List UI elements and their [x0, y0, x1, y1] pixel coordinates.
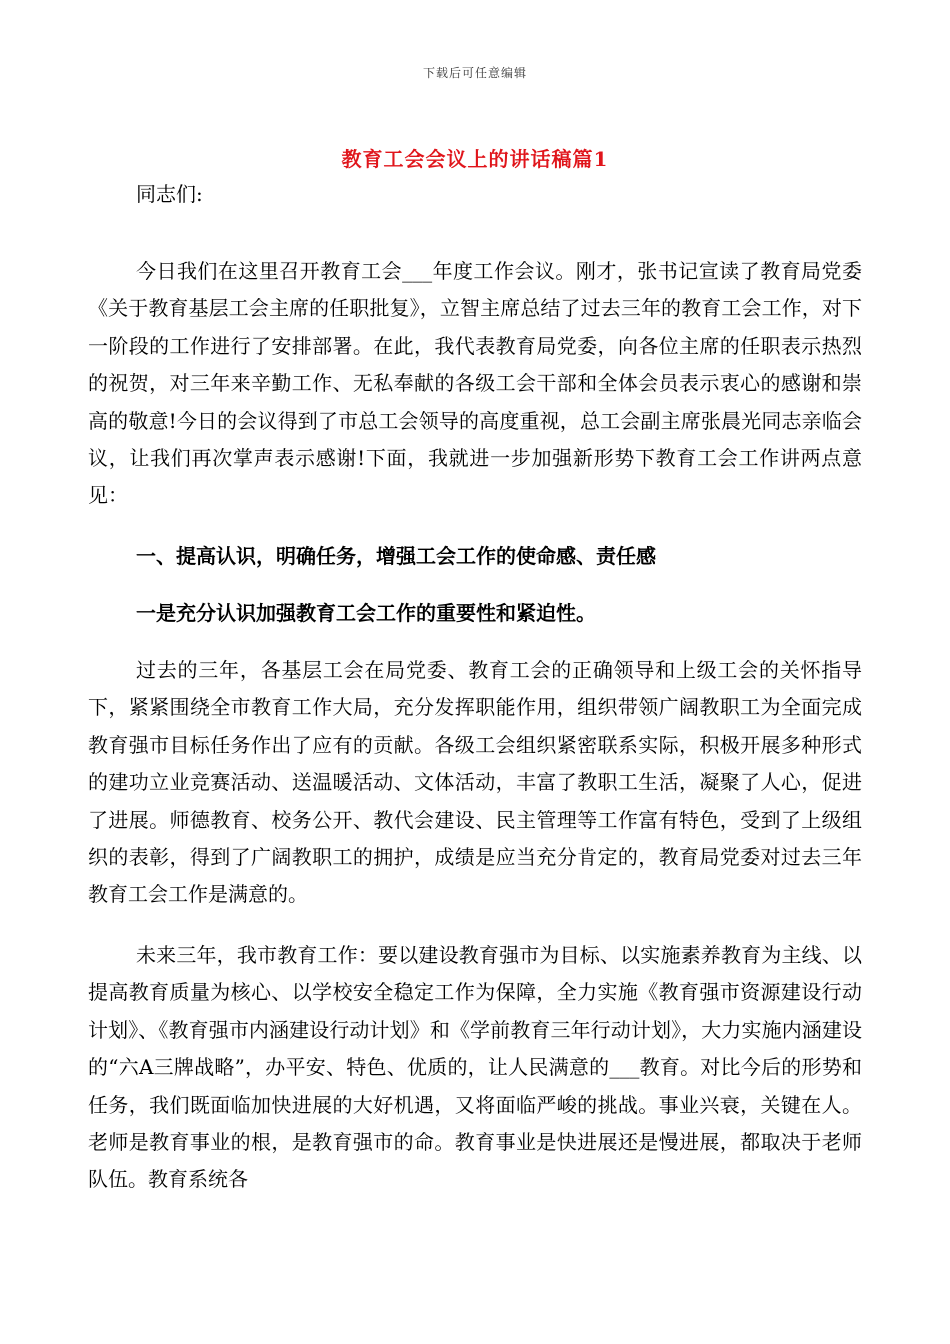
paragraph-future-three-years: [88, 937, 862, 1199]
paragraph-opening: [88, 253, 862, 515]
document-title: 教育工会会议上的讲话稿篇1: [341, 147, 609, 171]
paragraph-text: 今日我们在这里召开教育工会___年度工作会议。刚才，张书记宣读了教育局党委《关于教育基层工会主席的任职批复》，立智主席总结了过去三年的教育工会工作，对下一阶段的工作进行了安排部署。在此，我代表教育局党委，向各位主席的任职表示热烈的祝贺，对三年来辛勤工作、无私奉献的各级工会干部和全体会员表示衷心的感谢和崇高的敬意!今日的会议得到了市总工会领导的高度重视，总工会副主席张晨光同志亲临会议，让我们再次掌声表示感谢!下面，我就进一步加强新形势下教育工会工作讲两点意见：: [88, 259, 862, 508]
paragraph-past-three-years: [88, 652, 862, 914]
greeting: 同志们:: [136, 182, 203, 206]
subsection-heading: 一是充分认识加强教育工会工作的重要性和紧迫性。: [136, 601, 596, 625]
paragraph-text: 过去的三年，各基层工会在局党委、教育工会的正确领导和上级工会的关怀指导下，紧紧围绕全市教育工作大局，充分发挥职能作用，组织带领广阔教职工为全面完成教育强市目标任务作出了应有的贡献。各级工会组织紧密联系实际，积极开展多种形式的建功立业竞赛活动、送温暖活动、文体活动，丰富了教职工生活，凝聚了人心，促进了进展。师德教育、校务公开、教代会建设、民主管理等工作富有特色，受到了上级组织的表彰，得到了广阔教职工的拥护，成绩是应当充分肯定的，教育局党委对过去三年教育工会工作是满意的。: [88, 658, 862, 907]
page-header: 下载后可任意编辑: [422, 66, 527, 80]
paragraph-text: 未来三年，我市教育工作：要以建设教育强市为目标、以实施素养教育为主线、以提高教育质量为核心、以学校安全稳定工作为保障，全力实施《教育强市资源建设行动计划》、《教育强市内涵建设行动计划》和《学前教育三年行动计划》，大力实施内涵建设的“六A三牌战略”，办平安、特色、优质的，让人民满意的___教育。对比今后的形势和任务，我们既面临加快进展的大好机遇，又将面临严峻的挑战。事业兴衰，关键在人。老师是教育事业的根，是教育强市的命。教育事业是快进展还是慢进展，都取决于老师队伍。教育系统各: [88, 943, 862, 1192]
section-heading: 一、提高认识，明确任务，增强工会工作的使命感、责任感: [136, 544, 656, 568]
